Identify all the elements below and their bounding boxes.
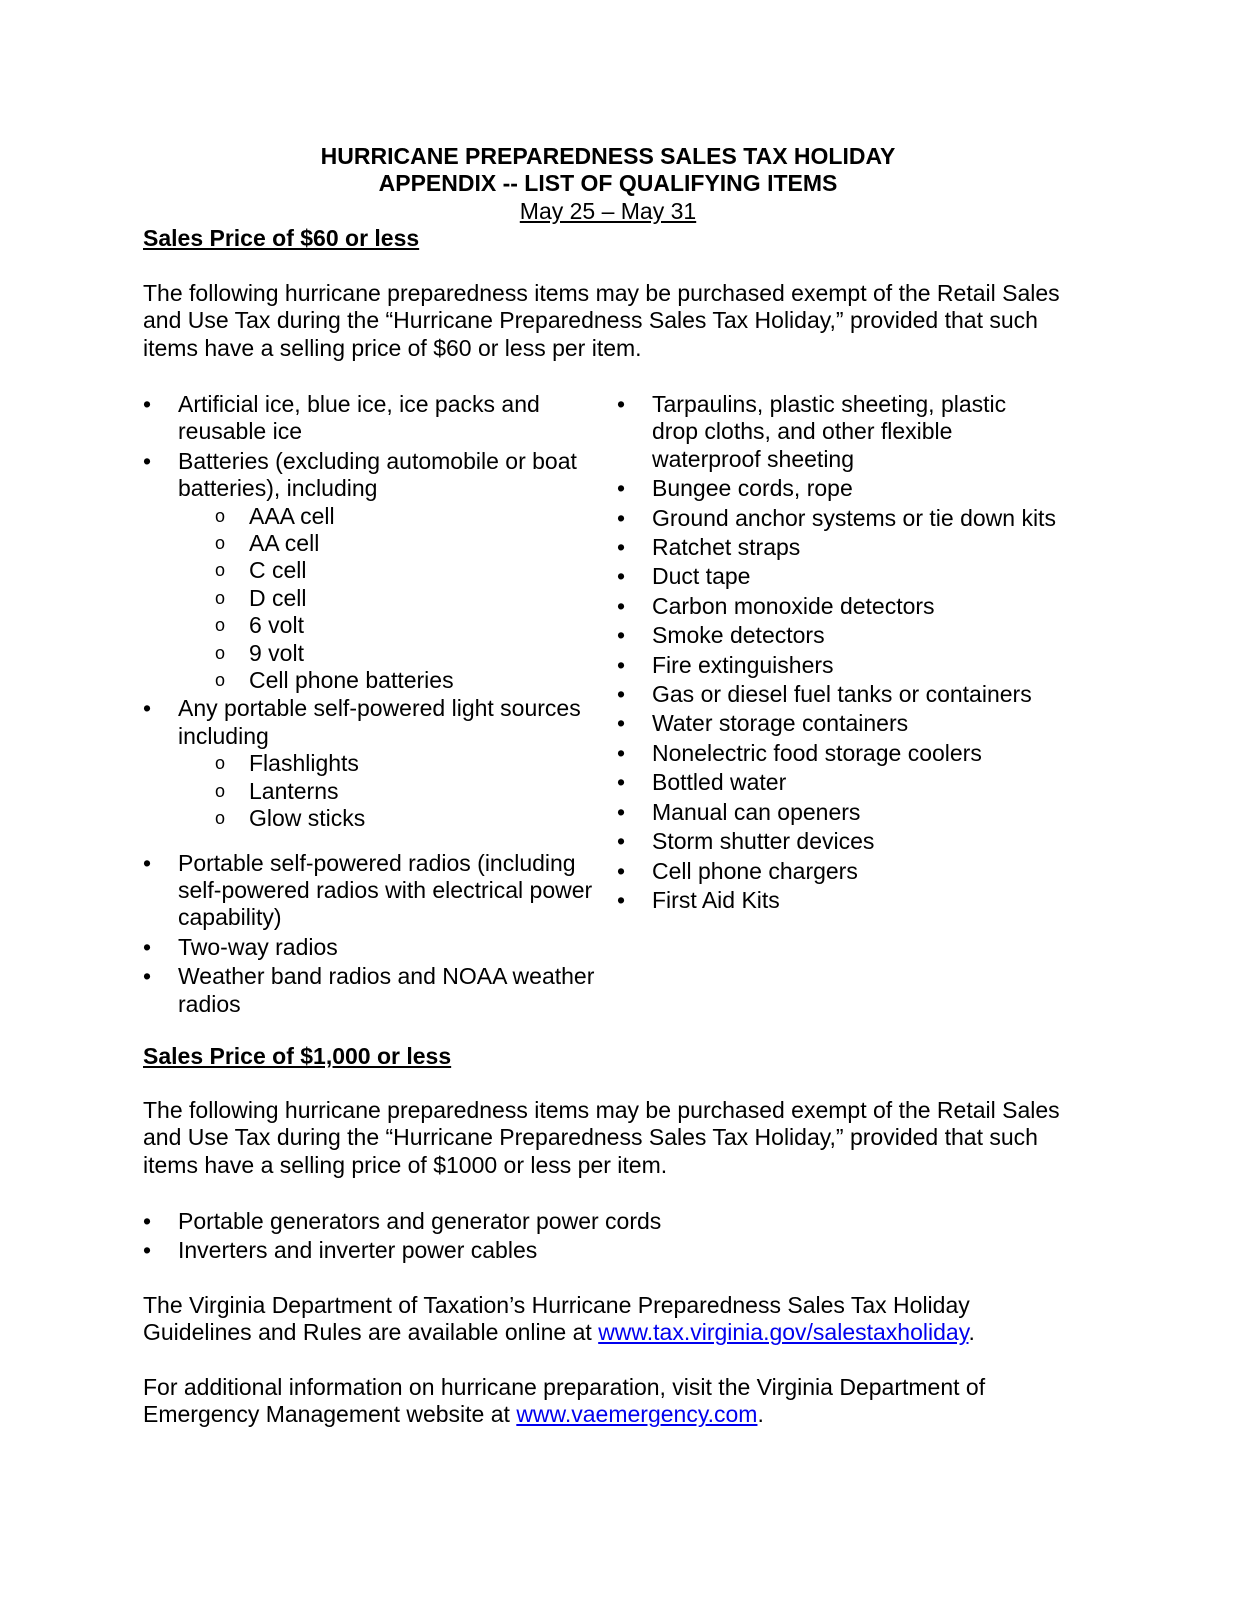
sub-list-item [143, 585, 603, 612]
bullet-icon: • [617, 504, 626, 531]
sub-list-item [143, 640, 603, 667]
section-heading-60: Sales Price of $60 or less [143, 225, 420, 251]
bullet-icon: • [143, 447, 152, 474]
list-item [143, 448, 603, 503]
list-item [617, 769, 1057, 796]
bullet-icon: • [617, 651, 626, 678]
bullet-icon: • [617, 798, 626, 825]
hollow-bullet-icon: o [215, 615, 226, 636]
list-item-text: Duct tape [652, 563, 751, 590]
bullet-icon: • [617, 391, 626, 417]
list-item-text: Cell phone chargers [652, 857, 858, 884]
sub-item-text: Cell phone batteries [249, 667, 454, 694]
bullet-icon: • [143, 695, 152, 722]
sub-list-item [143, 805, 603, 832]
hollow-bullet-icon: o [215, 587, 226, 608]
bullet-icon: • [143, 391, 152, 417]
list-item-text: Weather band radios and NOAA weather radios [178, 963, 595, 1017]
sub-item-text: AAA cell [249, 502, 335, 529]
list-item [617, 887, 1057, 914]
bullet-icon: • [617, 592, 626, 619]
list-item-text: Bottled water [652, 769, 787, 796]
emergency-paragraph [143, 1374, 1043, 1429]
list-item-text: Portable self-powered radios (including self-powered radios with electrical power capability) [178, 849, 593, 931]
list-item [143, 934, 603, 961]
bullet-icon: • [617, 710, 626, 737]
list-item-text: Any portable self-powered light sources including [178, 695, 581, 749]
list-item [143, 391, 603, 446]
sub-item-text: Glow sticks [249, 805, 366, 832]
list-item [617, 681, 1057, 708]
list-item-text: Manual can openers [652, 798, 861, 825]
section-60-intro: The following hurricane preparedness items may be purchased exempt of the Retail Sales and Use Tax during the “Hurricane Preparedness Sales Tax Holiday,” provided that such items have a selling price of $60 or less per item. [143, 280, 1060, 361]
emergency-period: . [757, 1401, 764, 1428]
list-item [617, 710, 1057, 737]
document-title: HURRICANE PREPAREDNESS SALES TAX HOLIDAY [320, 143, 896, 169]
hollow-bullet-icon: o [215, 808, 226, 829]
tax-website-link[interactable]: www.tax.virginia.gov/salestaxholiday [598, 1319, 969, 1346]
list-item [617, 475, 1057, 502]
sub-item-text: 9 volt [249, 639, 304, 666]
list-item-text: Storm shutter devices [652, 828, 875, 855]
bullet-icon: • [143, 1208, 152, 1234]
guidelines-text: The Virginia Department of Taxation’s Hurricane Preparedness Sales Tax Holiday Guidelines and Rules are available online at [143, 1292, 970, 1346]
list-item [617, 505, 1057, 532]
hollow-bullet-icon: o [215, 642, 226, 663]
bullet-icon: • [617, 769, 626, 796]
bullet-icon: • [617, 534, 626, 561]
sub-item-text: Flashlights [249, 750, 359, 777]
list-item [143, 1208, 1043, 1235]
emergency-text: For additional information on hurricane preparation, visit the Virginia Department of Emergency Management website at [143, 1374, 986, 1428]
list-item [617, 740, 1057, 767]
list-item-text: Carbon monoxide detectors [652, 592, 935, 619]
sub-list-item [143, 667, 603, 694]
list-item-text: Inverters and inverter power cables [178, 1237, 538, 1264]
list-item-text: Bungee cords, rope [652, 475, 853, 502]
title-block [143, 143, 1073, 225]
hollow-bullet-icon: o [215, 505, 226, 526]
list-item [617, 593, 1057, 620]
list-item [617, 858, 1057, 885]
sub-item-text: 6 volt [249, 612, 304, 639]
sub-list-item [143, 557, 603, 584]
list-item-text: Portable generators and generator power cords [178, 1208, 662, 1234]
bullet-icon: • [143, 963, 152, 990]
list-item-text: Tarpaulins, plastic sheeting, plastic drop cloths, and other flexible waterproof sheeting [652, 391, 1007, 472]
list-item [617, 828, 1057, 855]
list-item-text: Two-way radios [178, 933, 338, 960]
section-1000-intro: The following hurricane preparedness items may be purchased exempt of the Retail Sales and Use Tax during the “Hurricane Preparedness Sales Tax Holiday,” provided that such items have a selling price of $1000 or less per item. [143, 1097, 1060, 1178]
list-item [143, 1237, 1043, 1264]
list-item-text: Fire extinguishers [652, 651, 834, 678]
section-heading-1000: Sales Price of $1,000 or less [143, 1043, 452, 1069]
list-item [143, 963, 603, 1018]
list-item [617, 391, 1057, 473]
bullet-icon: • [617, 857, 626, 884]
bullet-icon: • [143, 849, 152, 876]
sub-list-item [143, 612, 603, 639]
list-item-text: Artificial ice, blue ice, ice packs and reusable ice [178, 391, 540, 445]
holiday-dates: May 25 – May 31 [519, 197, 697, 224]
list-item [617, 563, 1057, 590]
hollow-bullet-icon: o [215, 780, 226, 801]
sub-item-text: C cell [249, 557, 307, 584]
list-item [617, 622, 1057, 649]
list-item [617, 652, 1057, 679]
list-item [143, 850, 603, 932]
bullet-icon: • [617, 475, 626, 502]
bullet-icon: • [143, 1237, 152, 1264]
sub-list-item [143, 503, 603, 530]
list-item-text: Batteries (excluding automobile or boat batteries), including [178, 447, 577, 502]
bullet-icon: • [617, 681, 626, 708]
left-item-column [143, 391, 603, 1018]
sub-item-text: Lanterns [249, 777, 339, 804]
bullet-icon: • [617, 828, 626, 855]
list-item-text: Nonelectric food storage coolers [652, 739, 982, 766]
sub-item-text: D cell [249, 584, 307, 611]
bullet-icon: • [617, 886, 626, 913]
hollow-bullet-icon: o [215, 533, 226, 554]
sub-list-item [143, 750, 603, 777]
sub-list-item [143, 778, 603, 805]
list-item [617, 799, 1057, 826]
guidelines-paragraph [143, 1292, 1033, 1347]
bullet-icon: • [617, 622, 626, 649]
bullet-icon: • [617, 739, 626, 766]
list-item-text: Ratchet straps [652, 534, 801, 561]
bullet-icon: • [617, 563, 626, 590]
hollow-bullet-icon: o [215, 753, 226, 774]
list-item-text: Gas or diesel fuel tanks or containers [652, 681, 1032, 708]
sub-list-item [143, 530, 603, 557]
list-item-text: Ground anchor systems or tie down kits [652, 504, 1056, 531]
spacer [143, 833, 603, 850]
guidelines-period: . [968, 1319, 975, 1346]
hollow-bullet-icon: o [215, 560, 226, 581]
bullet-icon: • [143, 933, 152, 960]
sub-item-text: AA cell [249, 530, 320, 557]
section-1000-list [143, 1208, 1043, 1265]
list-item-text: First Aid Kits [652, 886, 780, 913]
document-subtitle: APPENDIX -- LIST OF QUALIFYING ITEMS [378, 170, 838, 197]
list-item-text: Water storage containers [652, 710, 909, 737]
hollow-bullet-icon: o [215, 670, 226, 691]
list-item [143, 695, 603, 750]
right-item-column [617, 391, 1057, 914]
list-item-text: Smoke detectors [652, 622, 825, 649]
list-item [617, 534, 1057, 561]
emergency-website-link[interactable]: www.vaemergency.com [516, 1401, 758, 1428]
